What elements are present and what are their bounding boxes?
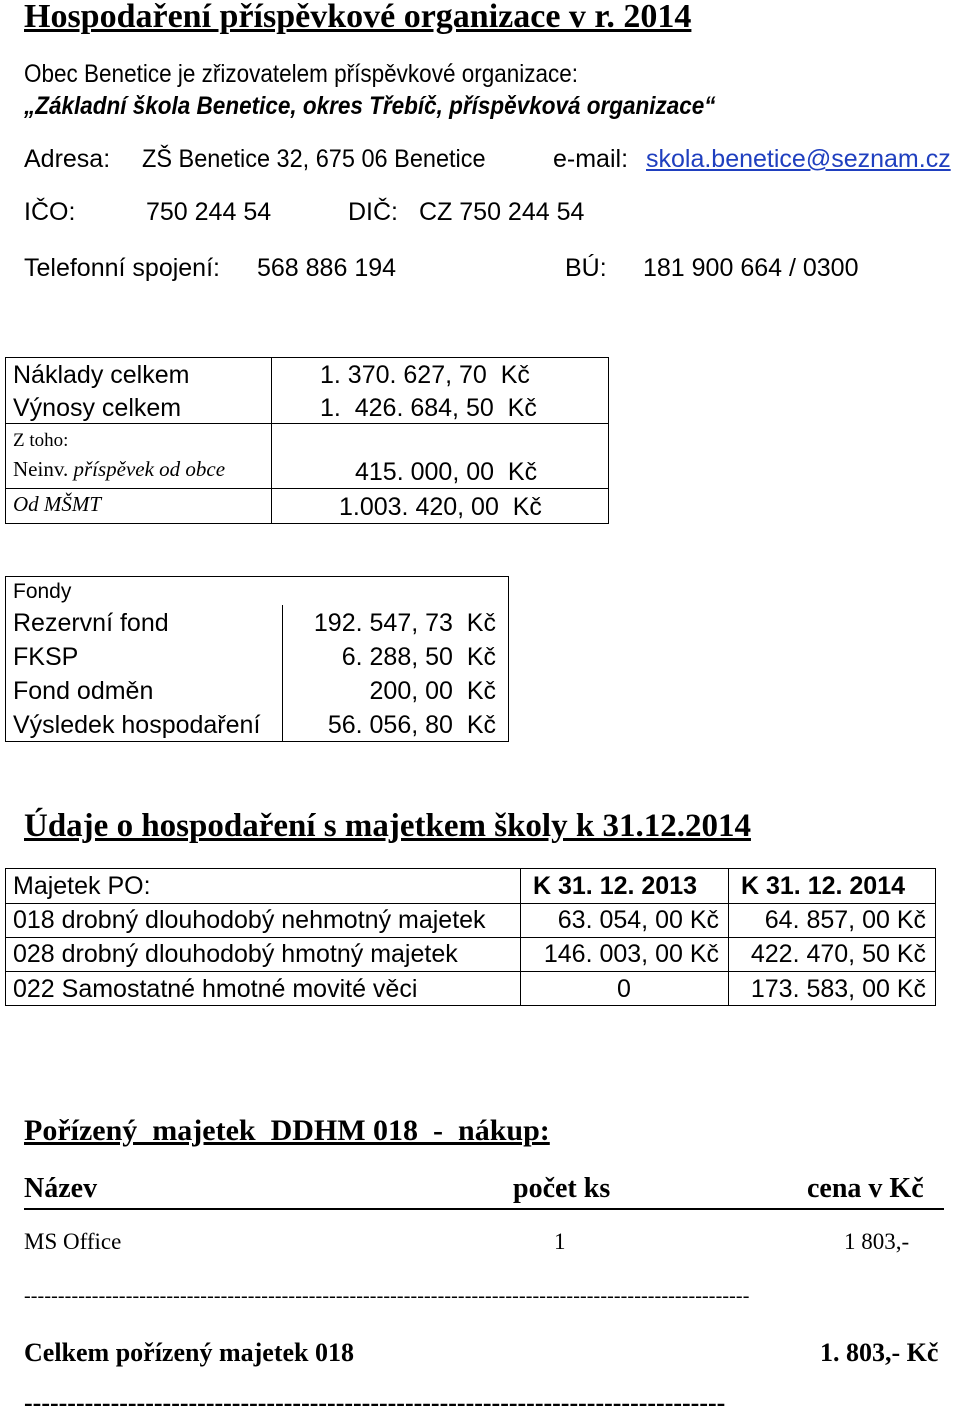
costs-divider — [271, 357, 272, 524]
address-label: Adresa: — [24, 145, 111, 173]
ico-label: IČO: — [24, 198, 76, 226]
dash-separator-text: ----------------------------------------------------------------------------------------------------------- — [24, 1285, 750, 1307]
total-value: 1. 803,- Kč — [820, 1338, 939, 1367]
assets-row-line — [5, 937, 936, 938]
intro-line — [24, 60, 640, 89]
asset-2013: 146. 003, 00 Kč — [543, 940, 719, 968]
school-name-text: „Základní škola Benetice, okres Třebíč, příspěvková organizace“ — [24, 92, 716, 120]
assets-row-line — [5, 903, 936, 904]
funds-divider — [282, 605, 283, 742]
costs-row-line — [5, 423, 609, 424]
fund-label: Výsledek hospodaření — [13, 711, 261, 739]
col-price-header: cena v Kč — [807, 1173, 924, 1204]
asset-label: 028 drobný dlouhodobý hmotný majetek — [13, 940, 458, 968]
phone-value: 568 886 194 — [257, 254, 397, 282]
item-name: MS Office — [24, 1229, 122, 1254]
fund-label: FKSP — [13, 643, 79, 671]
bu-value: 181 900 664 / 0300 — [643, 254, 859, 282]
asset-2013: 0 — [617, 975, 631, 1003]
dash-separator — [24, 1285, 944, 1308]
assets-row-line — [5, 971, 936, 972]
fund-label: Rezervní fond — [13, 609, 169, 637]
assets-header-label: Majetek PO: — [13, 872, 151, 900]
purchases-heading: Pořízený majetek DDHM 018 - nákup: — [24, 1114, 550, 1147]
item-price: 1 803,- — [844, 1229, 910, 1254]
fund-value: 6. 288, 50 Kč — [341, 643, 496, 671]
intro-line-1: Obec Benetice je zřizovatelem příspěvkové organizace: — [24, 60, 579, 88]
asset-2014: 173. 583, 00 Kč — [750, 975, 926, 1003]
col-count-header: počet ks — [513, 1173, 611, 1204]
costs-row-line — [5, 488, 609, 489]
bold-dash-separator — [24, 1388, 954, 1418]
asset-label: 022 Samostatné hmotné movité věci — [13, 975, 418, 1003]
of-which-label: Z toho: — [13, 430, 69, 451]
subsidy-label — [13, 457, 225, 482]
msmt-value: 1.003. 420, 00 Kč — [339, 493, 542, 521]
subsidy-value: 415. 000, 00 Kč — [355, 458, 538, 486]
assets-heading: Údaje o hospodaření s majetkem školy k 31.12.2014 — [24, 808, 751, 844]
asset-label: 018 drobný dlouhodobý nehmotný majetek — [13, 906, 486, 934]
revenue-label: Výnosy celkem — [13, 394, 182, 422]
costs-value: 1. 370. 627, 70 Kč — [320, 361, 530, 389]
fund-value: 200, 00 Kč — [369, 677, 496, 705]
msmt-label: Od MŠMT — [13, 492, 102, 516]
fund-value: 192. 547, 73 Kč — [313, 609, 496, 637]
school-name — [24, 92, 792, 121]
phone-label: Telefonní spojení: — [24, 254, 220, 282]
assets-header-2014: K 31. 12. 2014 — [741, 872, 906, 900]
fund-label: Fond odměn — [13, 677, 154, 705]
email-link[interactable]: skola.benetice@seznam.cz — [646, 145, 951, 173]
bu-label: BÚ: — [565, 254, 607, 282]
costs-label: Náklady celkem — [13, 361, 190, 389]
total-label: Celkem pořízený majetek 018 — [24, 1338, 354, 1367]
subsidy-label-b: příspěvek od obce — [73, 457, 226, 481]
col-name-header: Název — [24, 1173, 98, 1204]
purchases-header — [24, 1172, 944, 1210]
asset-2013: 63. 054, 00 Kč — [557, 906, 719, 934]
asset-2014: 422. 470, 50 Kč — [750, 940, 926, 968]
ico-value: 750 244 54 — [146, 198, 272, 226]
page-title: Hospodaření příspěvkové organizace v r. 2014 — [24, 0, 692, 35]
dic-label: DIČ: — [348, 198, 398, 226]
subsidy-label-a: Neinv. — [13, 457, 74, 481]
email-label: e-mail: — [553, 145, 629, 173]
address-value — [142, 145, 508, 174]
fund-value: 56. 056, 80 Kč — [327, 711, 496, 739]
dic-value: CZ 750 244 54 — [419, 198, 585, 226]
bold-dash-separator-text: --------------------------------------------------------------------------------- — [24, 1388, 726, 1417]
assets-header-2013: K 31. 12. 2013 — [533, 872, 698, 900]
item-count: 1 — [554, 1229, 566, 1254]
funds-header: Fondy — [13, 580, 72, 603]
asset-2014: 64. 857, 00 Kč — [764, 906, 926, 934]
revenue-value: 1. 426. 684, 50 Kč — [320, 394, 537, 422]
address-text: ZŠ Benetice 32, 675 06 Benetice — [142, 145, 486, 173]
